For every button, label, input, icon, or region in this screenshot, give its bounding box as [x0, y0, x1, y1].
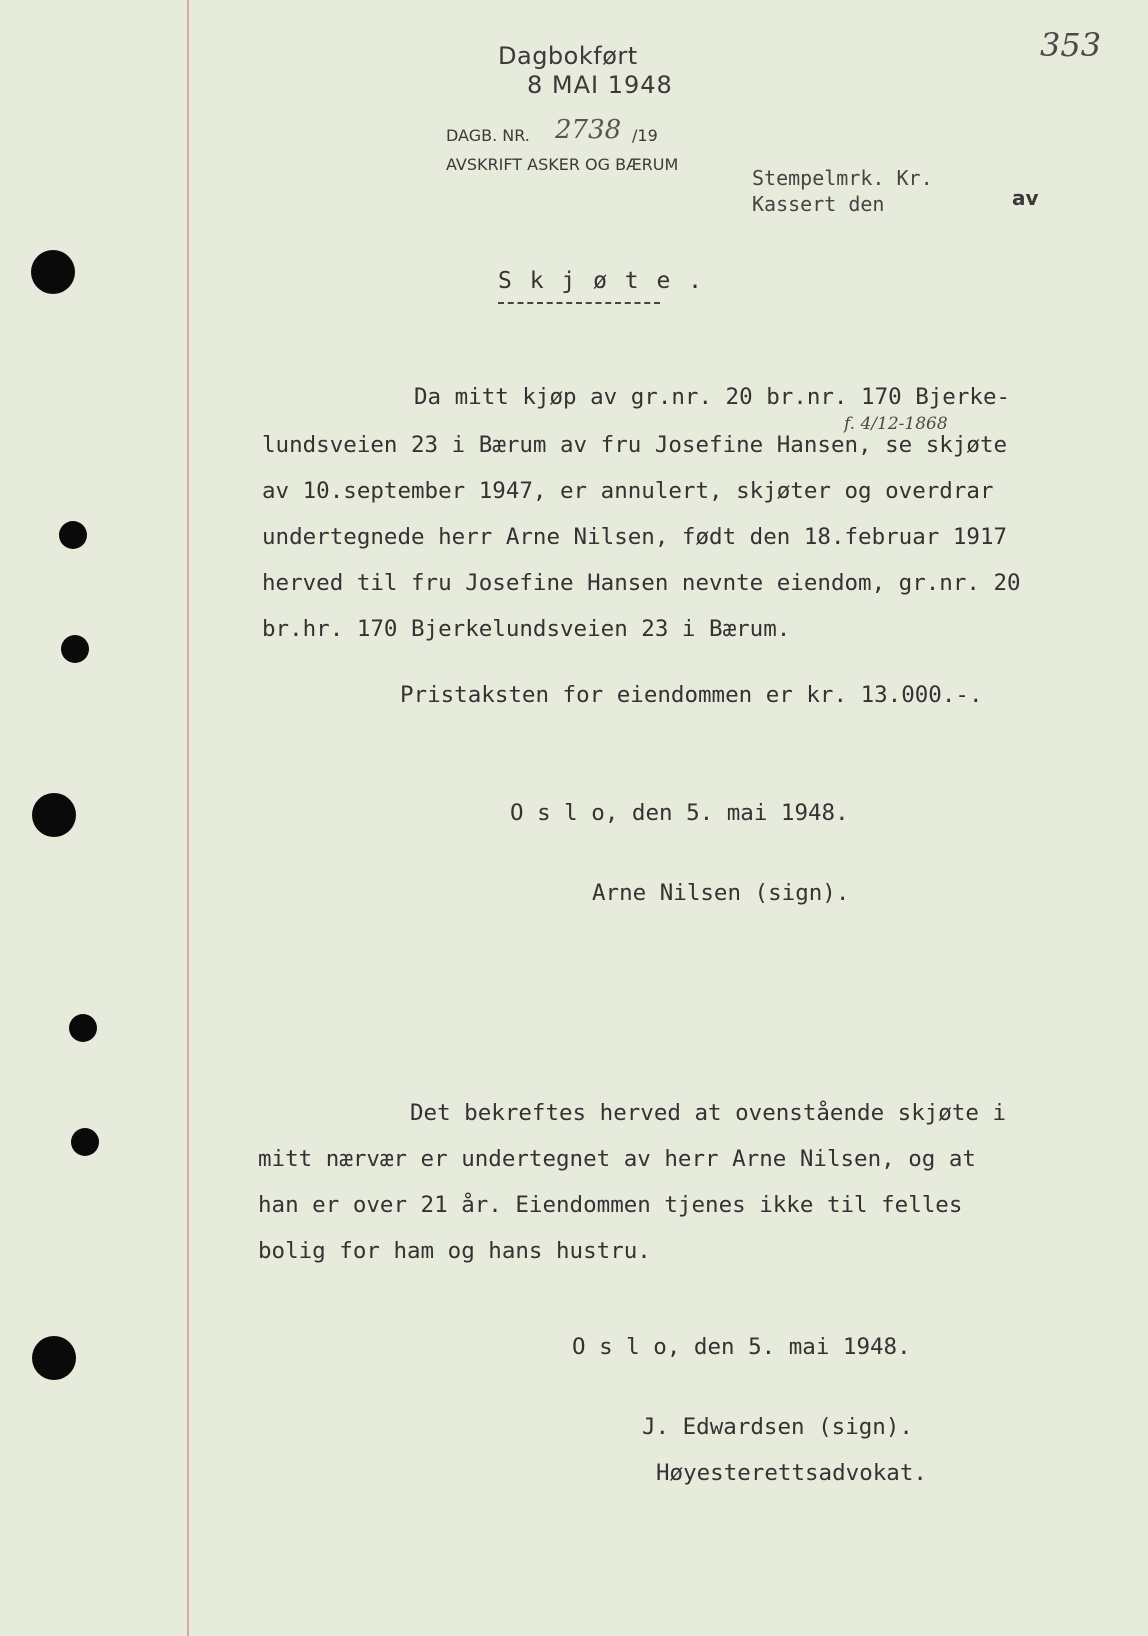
birth-annotation: f. 4/12-1868: [844, 414, 948, 434]
stamp-dagb-number: 2738: [555, 115, 622, 145]
paragraph2-line: Det bekreftes herved at ovenstående skjøte i: [410, 1100, 1007, 1126]
paragraph1-line: lundsveien 23 i Bærum av fru Josefine Hansen, se skjøte: [262, 432, 1008, 458]
punch-hole: [32, 1336, 76, 1380]
punch-hole: [31, 250, 75, 294]
signature-2: J. Edwardsen (sign).: [642, 1414, 913, 1440]
document-title: S k j ø t e .: [498, 268, 705, 294]
page-number: 353: [1040, 26, 1102, 64]
place-date-1: O s l o, den 5. mai 1948.: [510, 800, 849, 826]
stamp-dagbokfort: Dagbokført: [498, 42, 638, 70]
punch-hole: [61, 635, 89, 663]
paragraph1-line: br.hr. 170 Bjerkelundsveien 23 i Bærum.: [262, 616, 791, 642]
stamp-dagb-suffix: /19: [632, 126, 658, 145]
paragraph1-line: Da mitt kjøp av gr.nr. 20 br.nr. 170 Bjerke-: [414, 384, 1011, 410]
punch-hole: [69, 1014, 97, 1042]
stamp-dagb-prefix: DAGB. NR.: [446, 126, 530, 145]
paragraph2-line: mitt nærvær er undertegnet av herr Arne Nilsen, og at: [258, 1146, 976, 1172]
stempel-line2: Kassert den: [752, 192, 885, 216]
paragraph1-line: av 10.september 1947, er annulert, skjøter og overdrar: [262, 478, 994, 504]
paragraph2-line: han er over 21 år. Eiendommen tjenes ikke til felles: [258, 1192, 963, 1218]
paragraph1-line: herved til fru Josefine Hansen nevnte eiendom, gr.nr. 20: [262, 570, 1021, 596]
title-underline: [498, 302, 660, 304]
punch-hole: [32, 793, 76, 837]
place-date-2: O s l o, den 5. mai 1948.: [572, 1334, 911, 1360]
paragraph2-line: bolig for ham og hans hustru.: [258, 1238, 651, 1264]
stempel-av: av: [1012, 186, 1039, 210]
stamp-date: 8 MAI 1948: [527, 71, 673, 99]
signature-1: Arne Nilsen (sign).: [592, 880, 850, 906]
punch-hole: [71, 1128, 99, 1156]
stempel-line1: Stempelmrk. Kr.: [752, 166, 933, 190]
paragraph1-line: undertegnede herr Arne Nilsen, født den 18.februar 1917: [262, 524, 1008, 550]
margin-line: [187, 0, 189, 1636]
price-line: Pristaksten for eiendommen er kr. 13.000.-.: [400, 682, 983, 708]
punch-hole: [59, 521, 87, 549]
signature-2-title: Høyesterettsadvokat.: [656, 1460, 927, 1486]
stamp-avskrift: AVSKRIFT ASKER OG BÆRUM: [446, 155, 679, 174]
